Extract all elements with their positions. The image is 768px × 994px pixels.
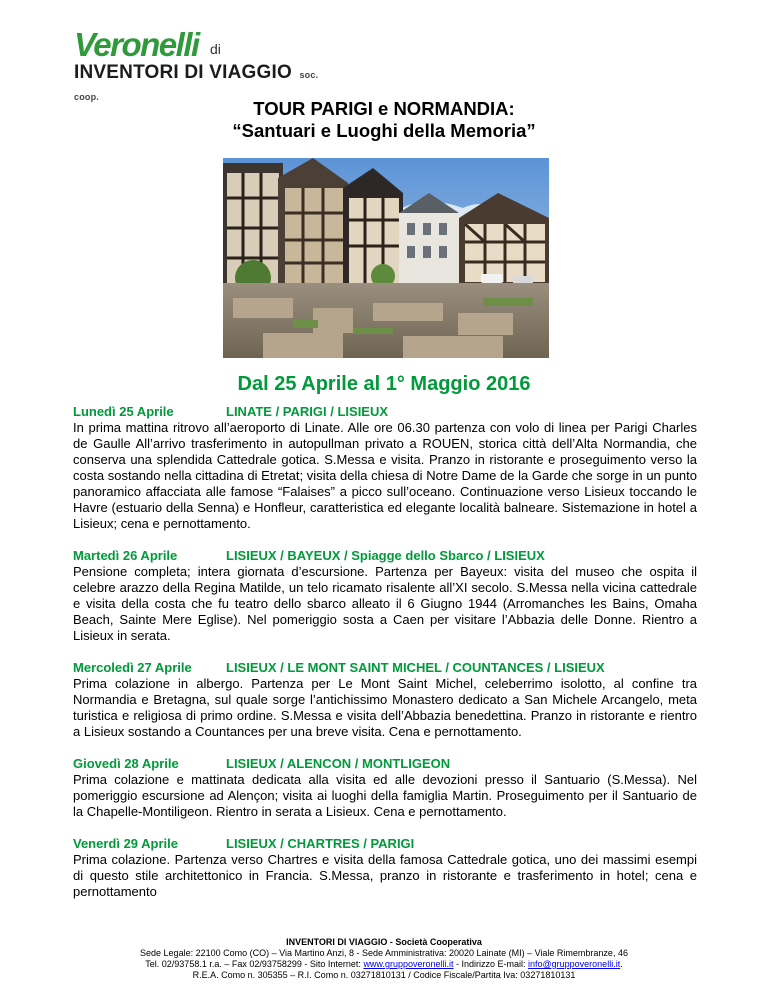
company-logo: [74, 26, 344, 102]
tour-dates: Dal 25 Aprile al 1° Maggio 2016: [237, 373, 531, 395]
day-route: LISIEUX / CHARTRES / PARIGI: [226, 836, 415, 851]
logo-suffix: soc. coop.: [74, 70, 319, 102]
footer-registry: R.E.A. Como n. 305355 – R.I. Como n. 03271810131 / Codice Fiscale/Partita Iva: 03271810131: [192, 970, 576, 980]
title-line-2: “Santuari e Luoghi della Memoria”: [232, 120, 536, 141]
day-route: LISIEUX / BAYEUX / Spiagge dello Sbarco / LISIEUX: [226, 548, 545, 563]
day-item: [73, 404, 697, 532]
title-line-1: TOUR PARIGI e NORMANDIA:: [253, 98, 515, 119]
day-date: Giovedì 28 Aprile: [73, 756, 179, 771]
day-date: Lunedì 25 Aprile: [73, 404, 174, 419]
day-heading: [73, 756, 697, 772]
day-item: [73, 548, 697, 644]
day-date: Venerdì 29 Aprile: [73, 836, 179, 851]
footer-address: Sede Legale: 22100 Como (CO) – Via Martino Anzi, 8 - Sede Amministrativa: 20020 Lainate (MI) – Viale Rimembranze, 46: [140, 948, 628, 958]
day-date: Mercoledì 27 Aprile: [73, 660, 192, 675]
footer-title: INVENTORI DI VIAGGIO - Società Cooperativa: [286, 937, 482, 947]
document-title: [0, 98, 768, 142]
day-route: LINATE / PARIGI / LISIEUX: [226, 404, 389, 419]
footer: [0, 937, 768, 981]
day-description: Prima colazione e mattinata dedicata alla visita ed alle devozioni presso il Santuario (S.Messa). Nel pomeriggio escursione ad Alençon; visita ai luoghi della famiglia Martin. Proseguimento per il Santuario de la Chapelle-Montiligeon. Rientro in serata a Lisieux. Cena e pernottamento.: [73, 772, 697, 819]
logo-brand: Veronelli: [74, 26, 199, 63]
website-link[interactable]: www.gruppoveronelli.it: [363, 959, 454, 969]
email-link[interactable]: info@gruppoveronelli.it: [528, 959, 621, 969]
day-route: LISIEUX / LE MONT SAINT MICHEL / COUNTANCES / LISIEUX: [226, 660, 605, 675]
day-item: [73, 660, 697, 740]
day-heading: [73, 836, 697, 852]
day-description: In prima mattina ritrovo all’aeroporto di Linate. Alle ore 06.30 partenza con volo di linea per Parigi Charles de Gaulle All’arrivo trasferimento in autopullman privato a ROUEN, storica città dell’Alta Normandia, che conserva una splendida Cattedrale gotica. S.Messa e visita. Pranzo in ristorante e proseguimento verso la costa sostando nella cittadina di Etretat; visita della chiesa di Notre Dame de la Garde che sorge in un punto panoramico affacciata alle famose “Falaises” a picco sull’oceano. Continuazione verso Lisieux toccando le Havre (estuario della Senna) e Honfleur, caratteristica ed elegante località balneare. Sistemazione in hotel a Lisieux; cena e pernottamento.: [73, 420, 697, 531]
logo-company-name: INVENTORI DI VIAGGIO: [74, 62, 292, 83]
day-heading: [73, 404, 697, 420]
day-description: Pensione completa; intera giornata d’escursione. Partenza per Bayeux: visita del museo che ospita il celebre arazzo della Regina Matilde, un telo ricamato risalente all’XI secolo. S.Messa nella vicina cattedrale e visita della costa che fu teatro dello sbarco alleato il 6 Giugno 1944 (Arromanches les Bains, Omaha Beach, Sainte Mere Eglise). Nel pomeriggio sosta a Caen per visitare l’Abbazia delle Donne. Rientro a Lisieux in serata.: [73, 564, 697, 643]
footer-phone: Tel. 02/93758.1 r.a. – Fax 02/93758299 - Sito Internet:: [145, 959, 364, 969]
footer-contacts: [0, 959, 768, 970]
day-item: [73, 756, 697, 820]
logo-di: di: [210, 41, 221, 57]
day-route: LISIEUX / ALENCON / MONTLIGEON: [226, 756, 451, 771]
day-heading: [73, 660, 697, 676]
footer-email-label: - Indirizzo E-mail:: [453, 959, 528, 969]
rouen-square-photo: [223, 158, 549, 358]
day-date: Martedì 26 Aprile: [73, 548, 178, 563]
day-description: Prima colazione in albergo. Partenza per Le Mont Saint Michel, celeberrimo isolotto, al confine tra Normandia e Bretagna, sul quale sorge l’antichissimo Monastero dedicato a San Michele Arcangelo, meta turistica e religiosa di primo ordine. S.Messa e visita dell’Abbazia benedettina. Pranzo in ristorante e rientro a Lisieux sostando a Countances per una breve visita. Cena e pernottamento.: [73, 676, 697, 739]
footer-period: .: [620, 959, 623, 969]
day-description: Prima colazione. Partenza verso Chartres e visita della famosa Cattedrale gotica, uno dei massimi esempi di questo stile architettonico in Francia. S.Messa, pranzo in ristorante e trasferimento in hotel; cena e pernottamento: [73, 852, 697, 899]
day-heading: [73, 548, 697, 564]
itinerary: [73, 404, 697, 916]
day-item: [73, 836, 697, 900]
